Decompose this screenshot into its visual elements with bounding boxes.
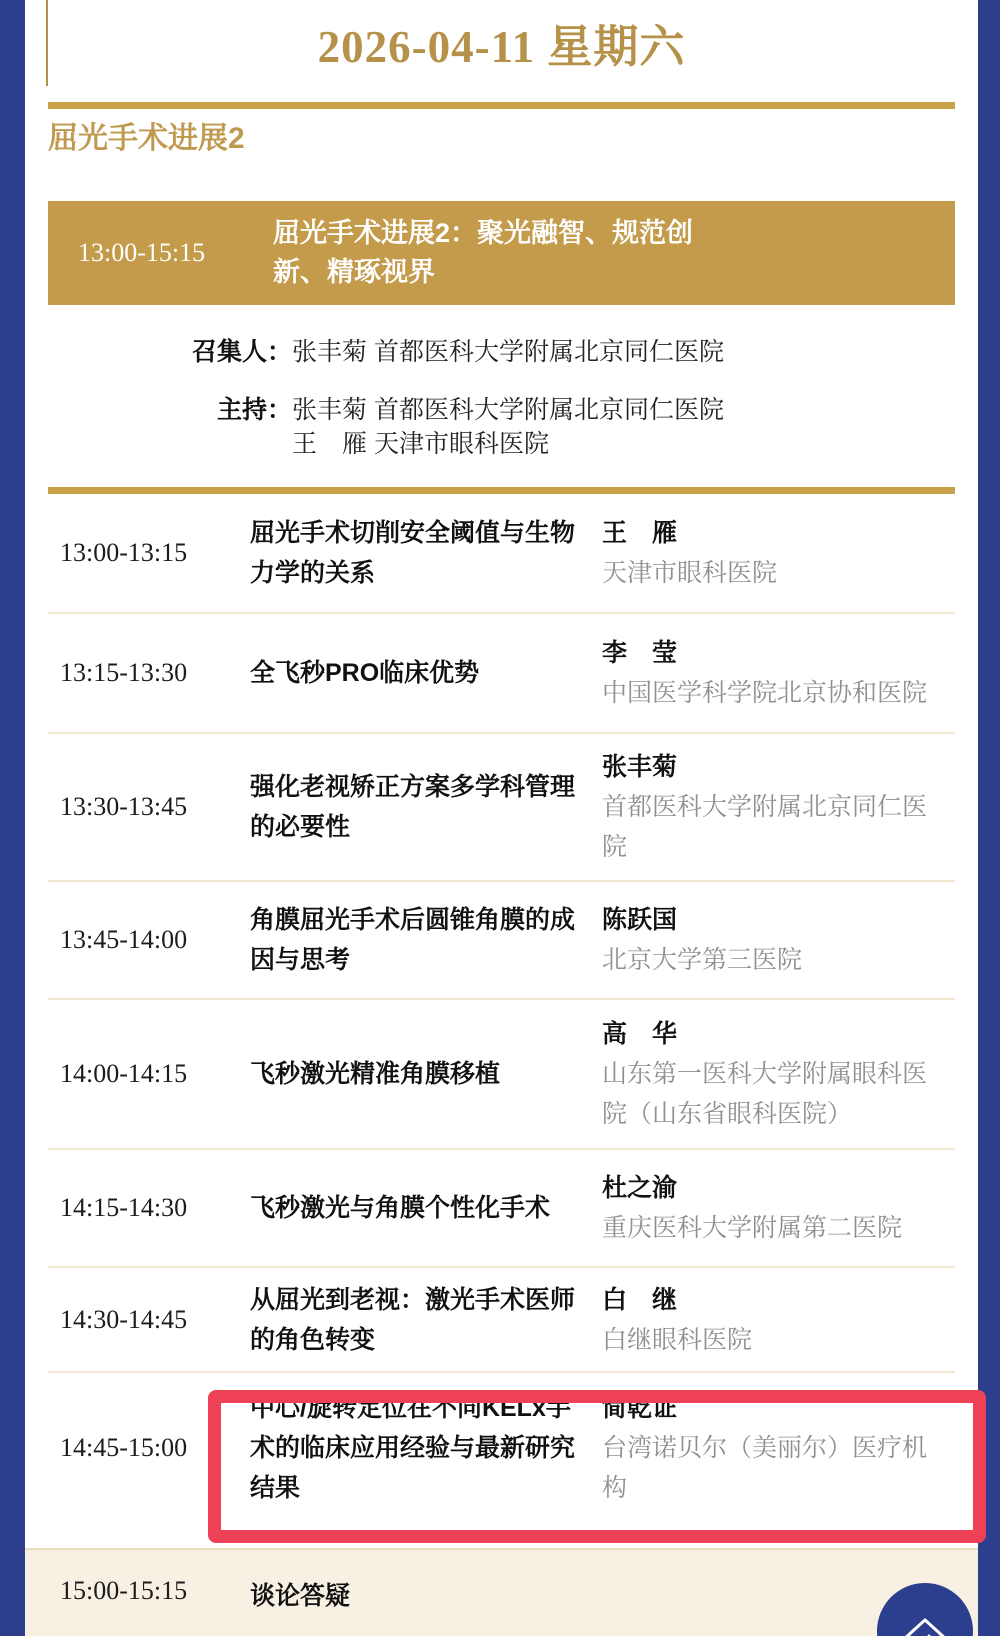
left-border-strip bbox=[0, 0, 25, 1636]
speaker-affiliation: 中国医学科学院北京协和医院 bbox=[602, 679, 928, 707]
speaker-affiliation: 北京大学第三医院 bbox=[602, 946, 803, 974]
speaker-name: 白 继 bbox=[602, 1285, 678, 1314]
convener-value: 张丰菊 首都医科大学附属北京同仁医院 bbox=[292, 338, 724, 366]
table-row bbox=[48, 732, 955, 880]
chair-2: 王 雁 天津市眼科医院 bbox=[292, 430, 549, 458]
schedule-content bbox=[25, 0, 978, 1636]
row-topic: 飞秒激光与角膜个性化手术 bbox=[250, 1194, 551, 1222]
speaker-affiliation: 白继眼科医院 bbox=[602, 1325, 753, 1354]
table-row bbox=[48, 612, 955, 732]
table-row bbox=[48, 1148, 955, 1266]
row-time: 14:00-14:15 bbox=[60, 1059, 188, 1088]
session-title-line1: 屈光手术进展2：聚光融智、规范创 bbox=[273, 218, 694, 248]
row-topic: 角膜屈光手术后圆锥角膜的成因与思考 bbox=[250, 906, 576, 974]
table-row bbox=[48, 1576, 978, 1616]
left-accent-line bbox=[46, 0, 48, 86]
speaker-name: 王 雁 bbox=[602, 519, 678, 547]
row-speaker bbox=[585, 633, 938, 713]
home-icon bbox=[896, 1609, 954, 1636]
row-time: 14:30-14:45 bbox=[60, 1304, 188, 1334]
row-speaker bbox=[585, 900, 938, 980]
row-time: 14:45-15:00 bbox=[60, 1433, 188, 1462]
page-title: 2026-04-11 星期六 bbox=[317, 22, 686, 72]
speaker-name: 李 莹 bbox=[602, 639, 678, 667]
session-banner bbox=[48, 201, 955, 305]
chair-1: 张丰菊 首都医科大学附属北京同仁医院 bbox=[292, 396, 724, 424]
session-time: 13:00-15:15 bbox=[78, 238, 206, 267]
row-topic: 中心/旋转定位在不同KELx手术的临床应用经验与最新研究结果 bbox=[250, 1394, 576, 1502]
row-time: 13:45-14:00 bbox=[60, 925, 188, 954]
row-topic: 谈论答疑 bbox=[250, 1582, 351, 1610]
table-row-highlighted bbox=[48, 1371, 955, 1523]
chair-row bbox=[48, 393, 955, 461]
divider-gold-top bbox=[48, 102, 955, 109]
table-row bbox=[48, 998, 955, 1148]
row-topic: 屈光手术切削安全阈值与生物力学的关系 bbox=[250, 519, 576, 587]
speaker-name: 杜之渝 bbox=[602, 1174, 678, 1202]
speaker-affiliation: 首都医科大学附属北京同仁医院 bbox=[602, 793, 928, 861]
row-speaker bbox=[585, 1388, 938, 1508]
session-section-title: 屈光手术进展2 bbox=[48, 122, 245, 155]
row-speaker bbox=[585, 1014, 938, 1134]
row-topic: 飞秒激光精准角膜移植 bbox=[250, 1060, 501, 1088]
table-row bbox=[48, 1266, 955, 1371]
row-speaker bbox=[585, 1280, 938, 1360]
session-title-line2: 新、精琢视界 bbox=[273, 257, 435, 287]
row-time: 13:15-13:30 bbox=[60, 658, 188, 687]
speaker-name: 高 华 bbox=[602, 1020, 678, 1048]
schedule-table bbox=[48, 494, 955, 1523]
speaker-name: 简乾证 bbox=[602, 1394, 678, 1422]
row-time: 13:00-13:15 bbox=[60, 538, 188, 567]
chair-values bbox=[292, 393, 724, 461]
row-time: 15:00-15:15 bbox=[60, 1576, 188, 1605]
speaker-name: 陈跃国 bbox=[602, 906, 678, 934]
table-row bbox=[48, 494, 955, 612]
speaker-affiliation: 台湾诺贝尔（美丽尔）医疗机构 bbox=[602, 1434, 928, 1502]
footer-row-band bbox=[25, 1548, 978, 1636]
row-time: 14:15-14:30 bbox=[60, 1193, 188, 1222]
row-speaker bbox=[585, 1168, 938, 1248]
row-speaker bbox=[585, 513, 938, 593]
chair-label: 主持： bbox=[216, 396, 292, 424]
convener-label: 召集人： bbox=[191, 338, 292, 366]
divider-gold-table bbox=[48, 487, 955, 494]
speaker-name: 张丰菊 bbox=[602, 753, 678, 781]
speaker-affiliation: 天津市眼科医院 bbox=[602, 559, 778, 587]
row-topic: 全飞秒PRO临床优势 bbox=[250, 659, 480, 687]
speaker-affiliation: 重庆医科大学附属第二医院 bbox=[602, 1214, 903, 1242]
row-speaker bbox=[585, 747, 938, 867]
speaker-affiliation: 山东第一医科大学附属眼科医院（山东省眼科医院） bbox=[602, 1060, 928, 1128]
session-title bbox=[273, 214, 693, 292]
row-time: 13:30-13:45 bbox=[60, 792, 188, 821]
right-border-strip bbox=[978, 0, 1000, 1636]
row-topic: 强化老视矫正方案多学科管理的必要性 bbox=[250, 773, 576, 841]
table-row bbox=[48, 880, 955, 998]
row-topic: 从屈光到老视：激光手术医师的角色转变 bbox=[250, 1285, 576, 1354]
convener-row bbox=[48, 335, 955, 369]
